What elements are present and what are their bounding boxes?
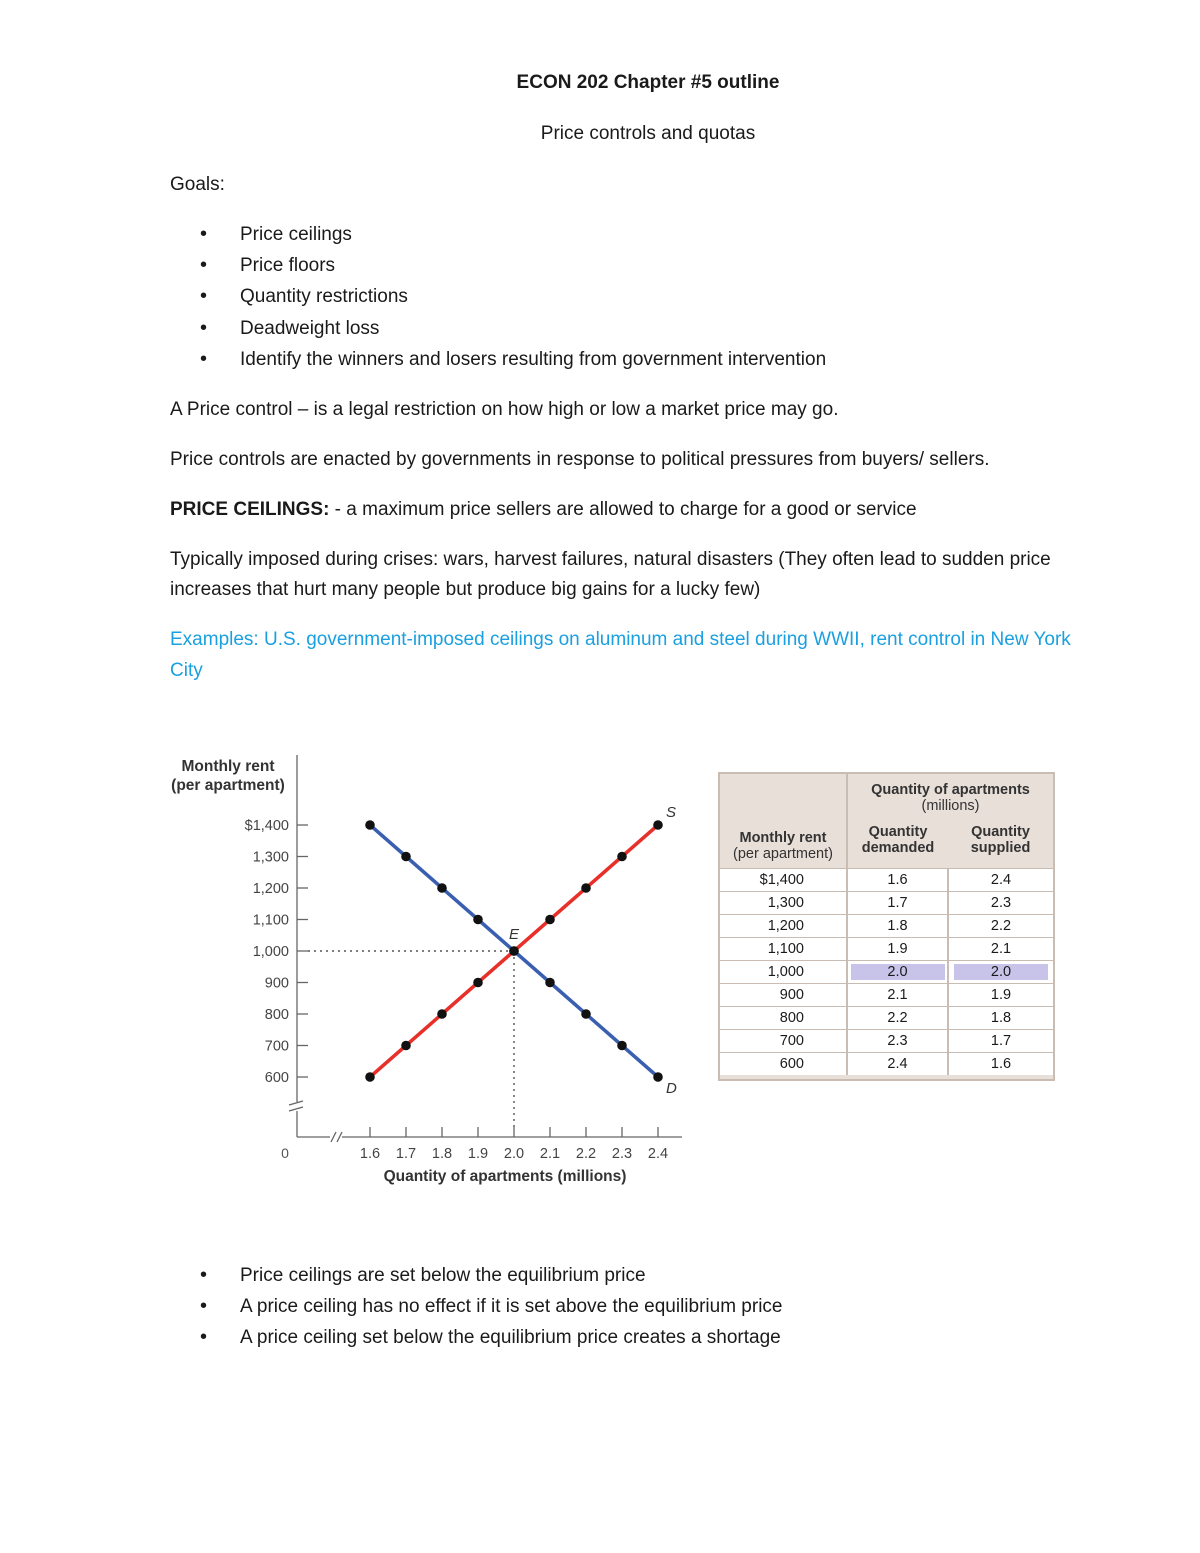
- table-cell-qs: 2.4: [948, 868, 1053, 891]
- y-tick-label: 1,200: [252, 881, 289, 897]
- demand-point: [653, 1072, 663, 1082]
- x-tick-label: 1.9: [467, 1146, 489, 1162]
- table-cell-rent: 900: [720, 983, 847, 1006]
- table-cell-qs: 2.1: [948, 937, 1053, 960]
- goal-item: • Quantity restrictions: [200, 281, 826, 312]
- table-cell-qd: [847, 960, 948, 983]
- y-tick-label: 800: [264, 1007, 289, 1023]
- table-cell-qs: [948, 960, 1053, 983]
- goals-label: Goals:: [170, 174, 225, 195]
- table-cell-rent: 700: [720, 1029, 847, 1052]
- goals-list: [200, 219, 826, 375]
- table-cell-rent: 800: [720, 1006, 847, 1029]
- equilibrium-label: E: [509, 926, 520, 943]
- y-tick-label: 600: [264, 1070, 289, 1086]
- table-cell-qd: 2.3: [847, 1029, 948, 1052]
- col-group-header: Quantity of apartments (millions): [871, 782, 1030, 814]
- supply-point: [653, 820, 663, 830]
- table-cell-rent: $1,400: [720, 868, 847, 891]
- supply-point: [545, 915, 555, 925]
- table-cell-rent: 1,100: [720, 937, 847, 960]
- y-tick-label: 1,300: [252, 849, 289, 866]
- y-tick-label: 700: [264, 1038, 289, 1055]
- goal-item: • Deadweight loss: [200, 313, 826, 344]
- ceiling-facts-list: [200, 1260, 783, 1354]
- demand-curve-label: D: [666, 1080, 677, 1097]
- table-cell-qs: 1.9: [948, 983, 1053, 1006]
- demand-point: [581, 1009, 591, 1019]
- supply-point: [617, 852, 627, 862]
- supply-curve-label: S: [666, 804, 677, 821]
- demand-point: [437, 883, 447, 893]
- x-tick-label: 2.3: [611, 1146, 633, 1162]
- y-tick-label: 1,100: [252, 912, 289, 929]
- supply-demand-chart: [160, 745, 700, 1195]
- doc-title: ECON 202 Chapter #5 outline: [516, 72, 780, 93]
- table-row: [720, 914, 1053, 937]
- y-axis-label-line-2: (per apartment): [171, 777, 285, 794]
- examples-line-1: Examples: U.S. government-imposed ceilings on aluminum and steel during WWII, rent control in New York: [170, 629, 1071, 650]
- supply-point: [509, 946, 519, 956]
- price-controls-enacted: Price controls are enacted by governments in response to political pressures from buyers/ sellers.: [170, 449, 990, 470]
- demand-point: [617, 1041, 627, 1051]
- table-row: [720, 868, 1053, 891]
- demand-point: [401, 852, 411, 862]
- table-row: [720, 1006, 1053, 1029]
- demand-point: [473, 915, 483, 925]
- table-cell-qd: 1.6: [847, 868, 948, 891]
- highlighted-value: 2.0: [851, 964, 945, 980]
- x-tick-label: 2.0: [503, 1146, 525, 1162]
- x-tick-label: 1.7: [395, 1146, 417, 1162]
- price-ceilings-definition: - a maximum price sellers are allowed to charge for a good or service: [329, 499, 917, 520]
- goal-item: • Price ceilings: [200, 219, 826, 250]
- table-cell-qd: 2.1: [847, 983, 948, 1006]
- y-axis-label-line-1: Monthly rent: [181, 758, 275, 775]
- x-tick-label: 2.1: [539, 1146, 561, 1162]
- ceiling-fact-item: • A price ceiling set below the equilibrium price creates a shortage: [200, 1322, 783, 1353]
- table-cell-rent: 1,200: [720, 914, 847, 937]
- y-tick-label: 1,000: [252, 944, 289, 960]
- supply-point: [401, 1041, 411, 1051]
- table-cell-rent: 1,300: [720, 891, 847, 914]
- y-axis-break: [289, 1101, 303, 1105]
- x-tick-label: 2.2: [575, 1146, 597, 1162]
- ceiling-fact-item: • Price ceilings are set below the equilibrium price: [200, 1260, 783, 1291]
- supply-point: [365, 1072, 375, 1082]
- x-tick-label: 2.4: [647, 1146, 669, 1162]
- demand-point: [545, 978, 555, 988]
- examples-line-2: City: [170, 660, 203, 681]
- supply-point: [473, 978, 483, 988]
- supply-point: [437, 1009, 447, 1019]
- y-axis-break: [289, 1107, 303, 1111]
- doc-subtitle: Price controls and quotas: [540, 123, 756, 144]
- demand-point: [365, 820, 375, 830]
- table-row: [720, 1052, 1053, 1075]
- table-row: [720, 960, 1053, 983]
- table-cell-qs: 1.7: [948, 1029, 1053, 1052]
- table-cell-qd: 1.9: [847, 937, 948, 960]
- ceiling-fact-item: • A price ceiling has no effect if it is set above the equilibrium price: [200, 1291, 783, 1322]
- col-header-rent: Monthly rent (per apartment): [720, 774, 847, 868]
- highlighted-value: 2.0: [954, 964, 1048, 980]
- table-cell-qd: 1.8: [847, 914, 948, 937]
- x-axis-break: [331, 1132, 336, 1142]
- origin-label: 0: [281, 1145, 289, 1161]
- table-cell-qs: 2.3: [948, 891, 1053, 914]
- goal-item: • Price floors: [200, 250, 826, 281]
- x-tick-label: 1.6: [359, 1146, 381, 1162]
- table-row: [720, 937, 1053, 960]
- table-cell-qd: 1.7: [847, 891, 948, 914]
- table-cell-rent: 600: [720, 1052, 847, 1075]
- price-ceilings-paragraph: [170, 495, 1120, 525]
- table-cell-qs: 2.2: [948, 914, 1053, 937]
- table-row: [720, 891, 1053, 914]
- price-ceilings-heading: PRICE CEILINGS:: [170, 499, 330, 520]
- table-row: [720, 1029, 1053, 1052]
- typically-imposed-line-1: Typically imposed during crises: wars, harvest failures, natural disasters (They often lead to sudden price: [170, 549, 1051, 570]
- col-header-quantity-supplied: Quantity supplied: [970, 824, 1031, 856]
- y-tick-label: $1,400: [244, 818, 289, 834]
- goal-item: • Identify the winners and losers resulting from government intervention: [200, 344, 826, 375]
- rent-quantity-table: [718, 772, 1055, 1081]
- table-cell-rent: 1,000: [720, 960, 847, 983]
- y-tick-label: 900: [264, 975, 289, 992]
- table-cell-qs: 1.8: [948, 1006, 1053, 1029]
- typically-imposed-line-2: increases that hurt many people but produce big gains for a lucky few): [170, 579, 761, 600]
- chart-axes: [289, 755, 682, 1142]
- x-axis-label: Quantity of apartments (millions): [383, 1168, 627, 1185]
- x-axis-break: [337, 1132, 342, 1142]
- table-row: [720, 983, 1053, 1006]
- price-control-definition: A Price control – is a legal restriction on how high or low a market price may go.: [170, 399, 839, 420]
- table-cell-qd: 2.2: [847, 1006, 948, 1029]
- col-header-quantity-demanded: Quantity demanded: [861, 824, 935, 856]
- table-cell-qs: 1.6: [948, 1052, 1053, 1075]
- x-tick-label: 1.8: [431, 1146, 453, 1162]
- table-cell-qd: 2.4: [847, 1052, 948, 1075]
- supply-point: [581, 883, 591, 893]
